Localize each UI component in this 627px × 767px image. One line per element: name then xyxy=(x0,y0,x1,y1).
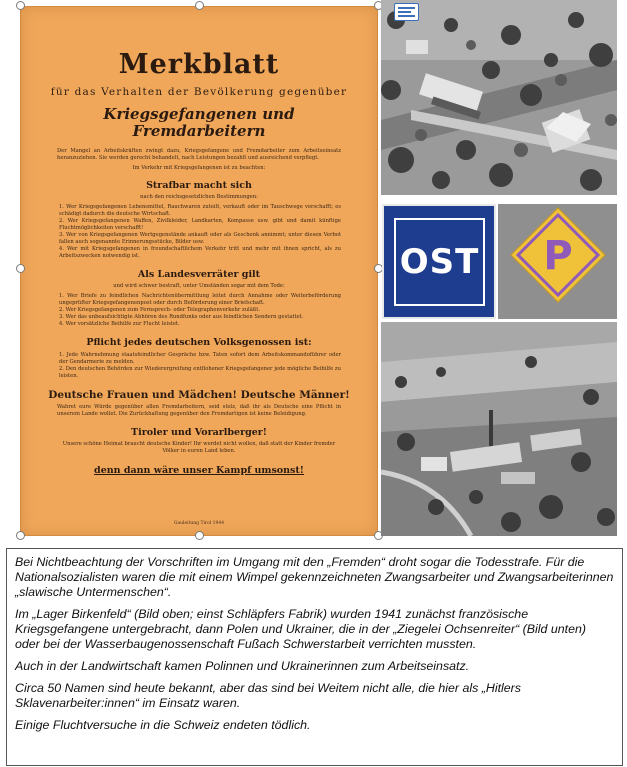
poster-rule: 2. Den deutschen Behörden zur Wiederergreifung entflohener Kriegsgefangener jede mögliche Beihilfe zu leisten. xyxy=(59,366,341,379)
poster-rule: 1. Wer Briefe zu feindlichen Nachrichtenübermittlung leitet durch Annahme oder Weiterbeförderung ungeprüfter Kriegsgefangenenpost oder durch Beförderung einer Briefschaft. xyxy=(59,293,341,306)
poster-section-tiroler: Tiroler und Vorarlberger! xyxy=(131,427,267,438)
caption-paragraph-4: Circa 50 Namen sind heute bekannt, aber das sind bei Weitem nicht alle, die hier als „Hitlers Sklavenarbeiter:innen“ im Einsatz waren. xyxy=(15,681,521,710)
poster-rules-landesverraeter xyxy=(59,293,341,328)
poster-rule: 1. Jede Wahrnehmung staatsfeindlicher Gespräche bzw. Taten sofort dem Arbeitskommandoführer oder der Gendarmerie zu melden. xyxy=(59,352,341,365)
poster-rule: 2. Wer Kriegsgefangenen zum Fernsprech- oder Telegraphenverkehr zuläßt. xyxy=(59,307,260,313)
caption-paragraph-5: Einige Fluchtversuche in die Schweiz endeten tödlich. xyxy=(15,718,311,732)
poster-section-landesverraeter-sub: und wird schwer bestraft, unter Umständen sogar mit dem Tode: xyxy=(113,283,285,289)
poster-section-frauen-text: Wahret eure Würde gegenüber allen Fremdarbeitern, seid stolz, daß ihr als Deutsche eine Pflicht in unserem Lande wollet. Die Zurückhaltung gegenüber den Fremdartigen ist keine Beleidigung. xyxy=(57,404,341,417)
poster-section-tiroler-text: Unsere schöne Heimat braucht deutsche Kinder! Ihr werdet nicht wollen, daß statt der Kinder fremder Völker in euren Land leben. xyxy=(62,441,336,454)
ost-badge-image[interactable] xyxy=(382,204,496,319)
poster-rules-strafbar xyxy=(59,204,341,260)
poster-title: Merkblatt xyxy=(118,49,280,80)
ost-badge-frame xyxy=(394,218,485,306)
poster-rule: 2. Wer Kriegsgefangenen Waffen, Zivilkleider, Landkarten, Kompasse usw. gibt und damit künftige Fluchtmöglichkeiten verschafft! xyxy=(59,218,341,231)
poster-closing: denn dann wäre unser Kampf umsonst! xyxy=(94,465,304,476)
poster-rule: 4. Wer vorsätzliche Beihilfe zur Flucht leistet. xyxy=(59,321,180,327)
poster-section-pflicht: Pflicht jedes deutschen Volksgenossen ist: xyxy=(86,337,312,348)
poster-rules-pflicht xyxy=(59,352,341,380)
poster-rule: 4. Wer mit Kriegsgefangenen in freundschaftlichem Verkehr tritt und mehr mit ihnen spricht, als zu Arbeitszwecken notwendig ist. xyxy=(59,246,341,259)
poster-section-landesverraeter: Als Landesverräter gilt xyxy=(137,269,261,280)
poster-section-frauen-maenner: Deutsche Frauen und Mädchen! Deutsche Männer! xyxy=(48,389,350,401)
caption-paragraph-1: Bei Nichtbeachtung der Vorschriften im Umgang mit den „Fremden“ droht sogar die Todesstrafe. Für die Nationalsozialisten waren die mit einem Wimpel gekennzeichneten Zwangsarbeiter und Zwangsarbeiterinnen „slawische Untermenschen“. xyxy=(15,555,614,599)
poster-footnote: Gauleitung Tirol 1944 xyxy=(173,521,225,526)
poster-rule: 1. Wer Kriegsgefangenen Lebensmittel, Rauchwaren zuteilt, verkauft oder im Tauschwege verschafft; es schädigt dadurch die deutsche Wirtschaft. xyxy=(59,204,341,217)
resize-handle-bottom-left[interactable] xyxy=(16,531,25,540)
poster-section-strafbar: Strafbar macht sich xyxy=(146,180,252,191)
aerial-photo-bottom-graphic xyxy=(381,322,617,536)
p-badge-image[interactable] xyxy=(509,206,607,304)
resize-handle-left[interactable] xyxy=(16,264,25,273)
resize-handle-top[interactable] xyxy=(195,1,204,10)
resize-handle-top-left[interactable] xyxy=(16,1,25,10)
poster-rule: 3. Wer von Kriegsgefangenen Wertgegenstände ankauft oder als Geschenk annimmt; unter diesen Verbot fallen auch sogenannte Erinnerungsstücke, Bilder usw. xyxy=(59,232,341,245)
ost-badge-label: OST xyxy=(399,242,480,282)
poster-section-strafbar-sub: nach den reichsgesetzlichen Bestimmungen: xyxy=(140,194,258,200)
aerial-photo-top-graphic xyxy=(381,0,617,195)
caption-paragraph-3: Auch in der Landwirtschaft kamen Polinnen und Ukrainerinnen zum Arbeitseinsatz. xyxy=(15,659,470,673)
document-icon[interactable] xyxy=(394,3,419,21)
p-badge-graphic xyxy=(509,206,607,304)
resize-handle-bottom[interactable] xyxy=(195,531,204,540)
caption-paragraph-2: Im „Lager Birkenfeld“ (Bild oben; einst Schläpfers Fabrik) wurden 1941 zunächst französische Kriegsgefangene untergebracht, dann Polen und Ukrainer, die in der „Ziegelei Ochsenreiter“ (Bild unten) oder bei der Wasserbaugenossenschaft Fußach Schwerstarbeit verrichten mussten. xyxy=(15,607,586,651)
aerial-photo-ziegelei-ochsenreiter[interactable] xyxy=(381,322,617,536)
poster-heading-line2: Fremdarbeitern xyxy=(132,122,266,140)
poster-rule: 3. Wer das unbeaufsichtigte Abhören des Rundfunks oder aus feindlichen Sendern gestattet. xyxy=(59,314,304,320)
document-icon-graphic xyxy=(395,4,418,20)
merkblatt-poster[interactable] xyxy=(20,6,378,536)
poster-subtitle: für das Verhalten der Bevölkerung gegenüber xyxy=(50,86,348,98)
poster-intro2: Im Verkehr mit Kriegsgefangenen ist zu beachten: xyxy=(132,165,266,171)
poster-heading-line1: Kriegsgefangenen und xyxy=(103,105,295,123)
caption-text-box[interactable] xyxy=(6,548,623,766)
poster-intro: Der Mangel an Arbeitskräften zwingt dazu, Kriegsgefangene und Fremdarbeiter zum Arbeitseinsatz heranzuziehen. Sie werden gerecht behandelt, nach Leistungen bezahlt und ausreichend verpflegt. xyxy=(57,148,341,161)
p-badge-label: P xyxy=(543,233,573,279)
aerial-photo-lager-birkenfeld[interactable] xyxy=(381,0,617,195)
